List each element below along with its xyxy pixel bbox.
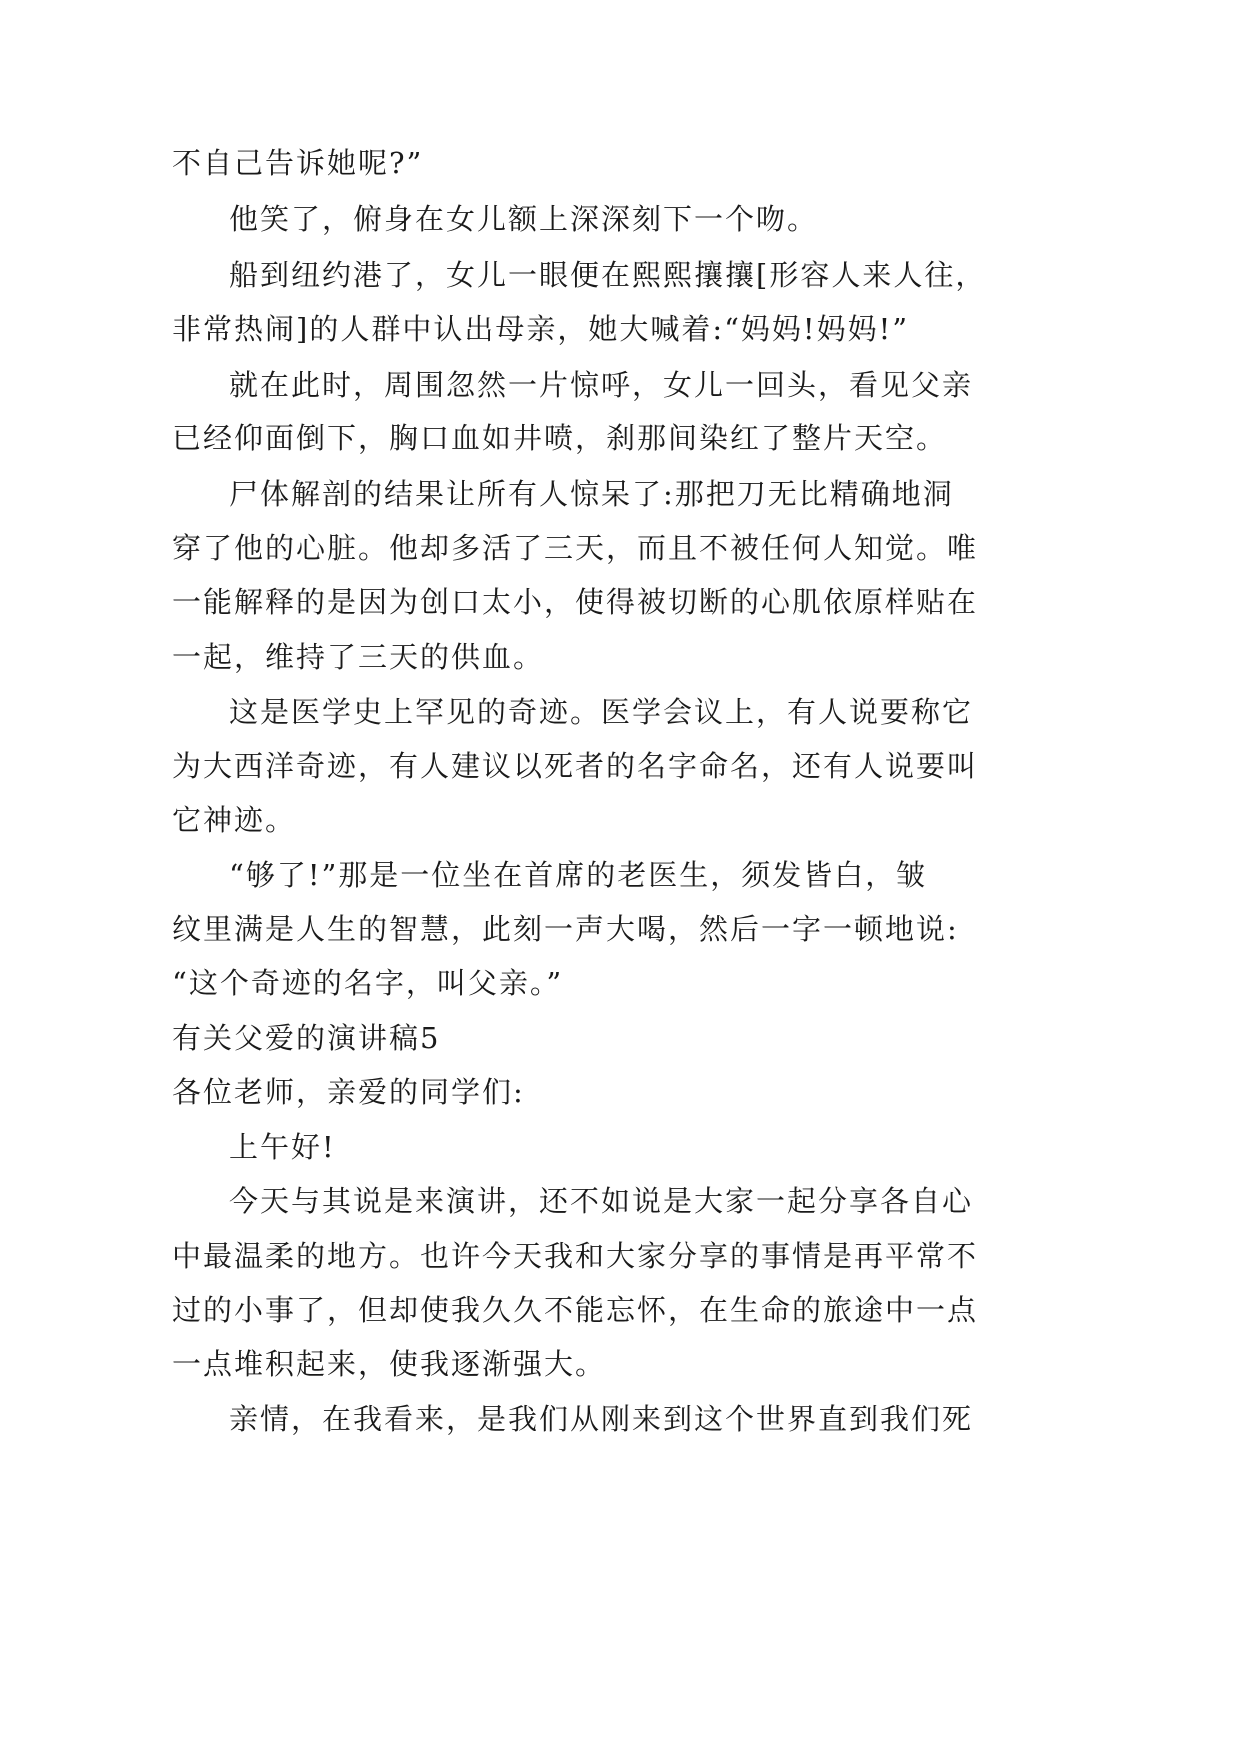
section-heading: 有关父爱的演讲稿5	[172, 1021, 441, 1055]
text-line: 非常热闹]的人群中认出母亲，她大喊着:“妈妈!妈妈!”	[172, 312, 910, 346]
text-line: 过的小事了，但却使我久久不能忘怀，在生命的旅途中一点	[172, 1293, 979, 1327]
text-line: 它神迹。	[172, 803, 297, 837]
text-line: 一点堆积起来，使我逐渐强大。	[172, 1347, 607, 1381]
text-line: 不自己告诉她呢?”	[172, 146, 424, 180]
text-line: 中最温柔的地方。也许今天我和大家分享的事情是再平常不	[172, 1239, 979, 1273]
greeting: 上午好!	[229, 1130, 336, 1164]
text-line: 纹里满是人生的智慧，此刻一声大喝，然后一字一顿地说:	[172, 912, 959, 946]
text-line: 今天与其说是来演讲，还不如说是大家一起分享各自心	[229, 1184, 974, 1218]
salutation: 各位老师，亲爱的同学们:	[172, 1075, 525, 1109]
text-line: 船到纽约港了，女儿一眼便在熙熙攘攘[形容人来人往，	[229, 258, 987, 292]
text-line: 就在此时，周围忽然一片惊呼，女儿一回头，看见父亲	[229, 368, 974, 402]
text-line: 穿了他的心脏。他却多活了三天，而且不被任何人知觉。唯	[172, 531, 979, 565]
text-line: 亲情，在我看来，是我们从刚来到这个世界直到我们死	[229, 1402, 974, 1436]
text-line: 他笑了，俯身在女儿额上深深刻下一个吻。	[229, 202, 819, 236]
text-line: 这是医学史上罕见的奇迹。医学会议上，有人说要称它	[229, 695, 974, 729]
text-line: 一起，维持了三天的供血。	[172, 640, 545, 674]
text-line: 为大西洋奇迹，有人建议以死者的名字命名，还有人说要叫	[172, 749, 979, 783]
text-line: 一能解释的是因为创口太小，使得被切断的心肌依原样贴在	[172, 585, 979, 619]
text-line: 尸体解剖的结果让所有人惊呆了:那把刀无比精确地洞	[229, 477, 954, 511]
text-line: “够了!”那是一位坐在首席的老医生，须发皆白，皱	[229, 858, 928, 892]
text-line: “这个奇迹的名字，叫父亲。”	[172, 966, 564, 1000]
text-line: 已经仰面倒下，胸口血如井喷，刹那间染红了整片天空。	[172, 421, 948, 455]
